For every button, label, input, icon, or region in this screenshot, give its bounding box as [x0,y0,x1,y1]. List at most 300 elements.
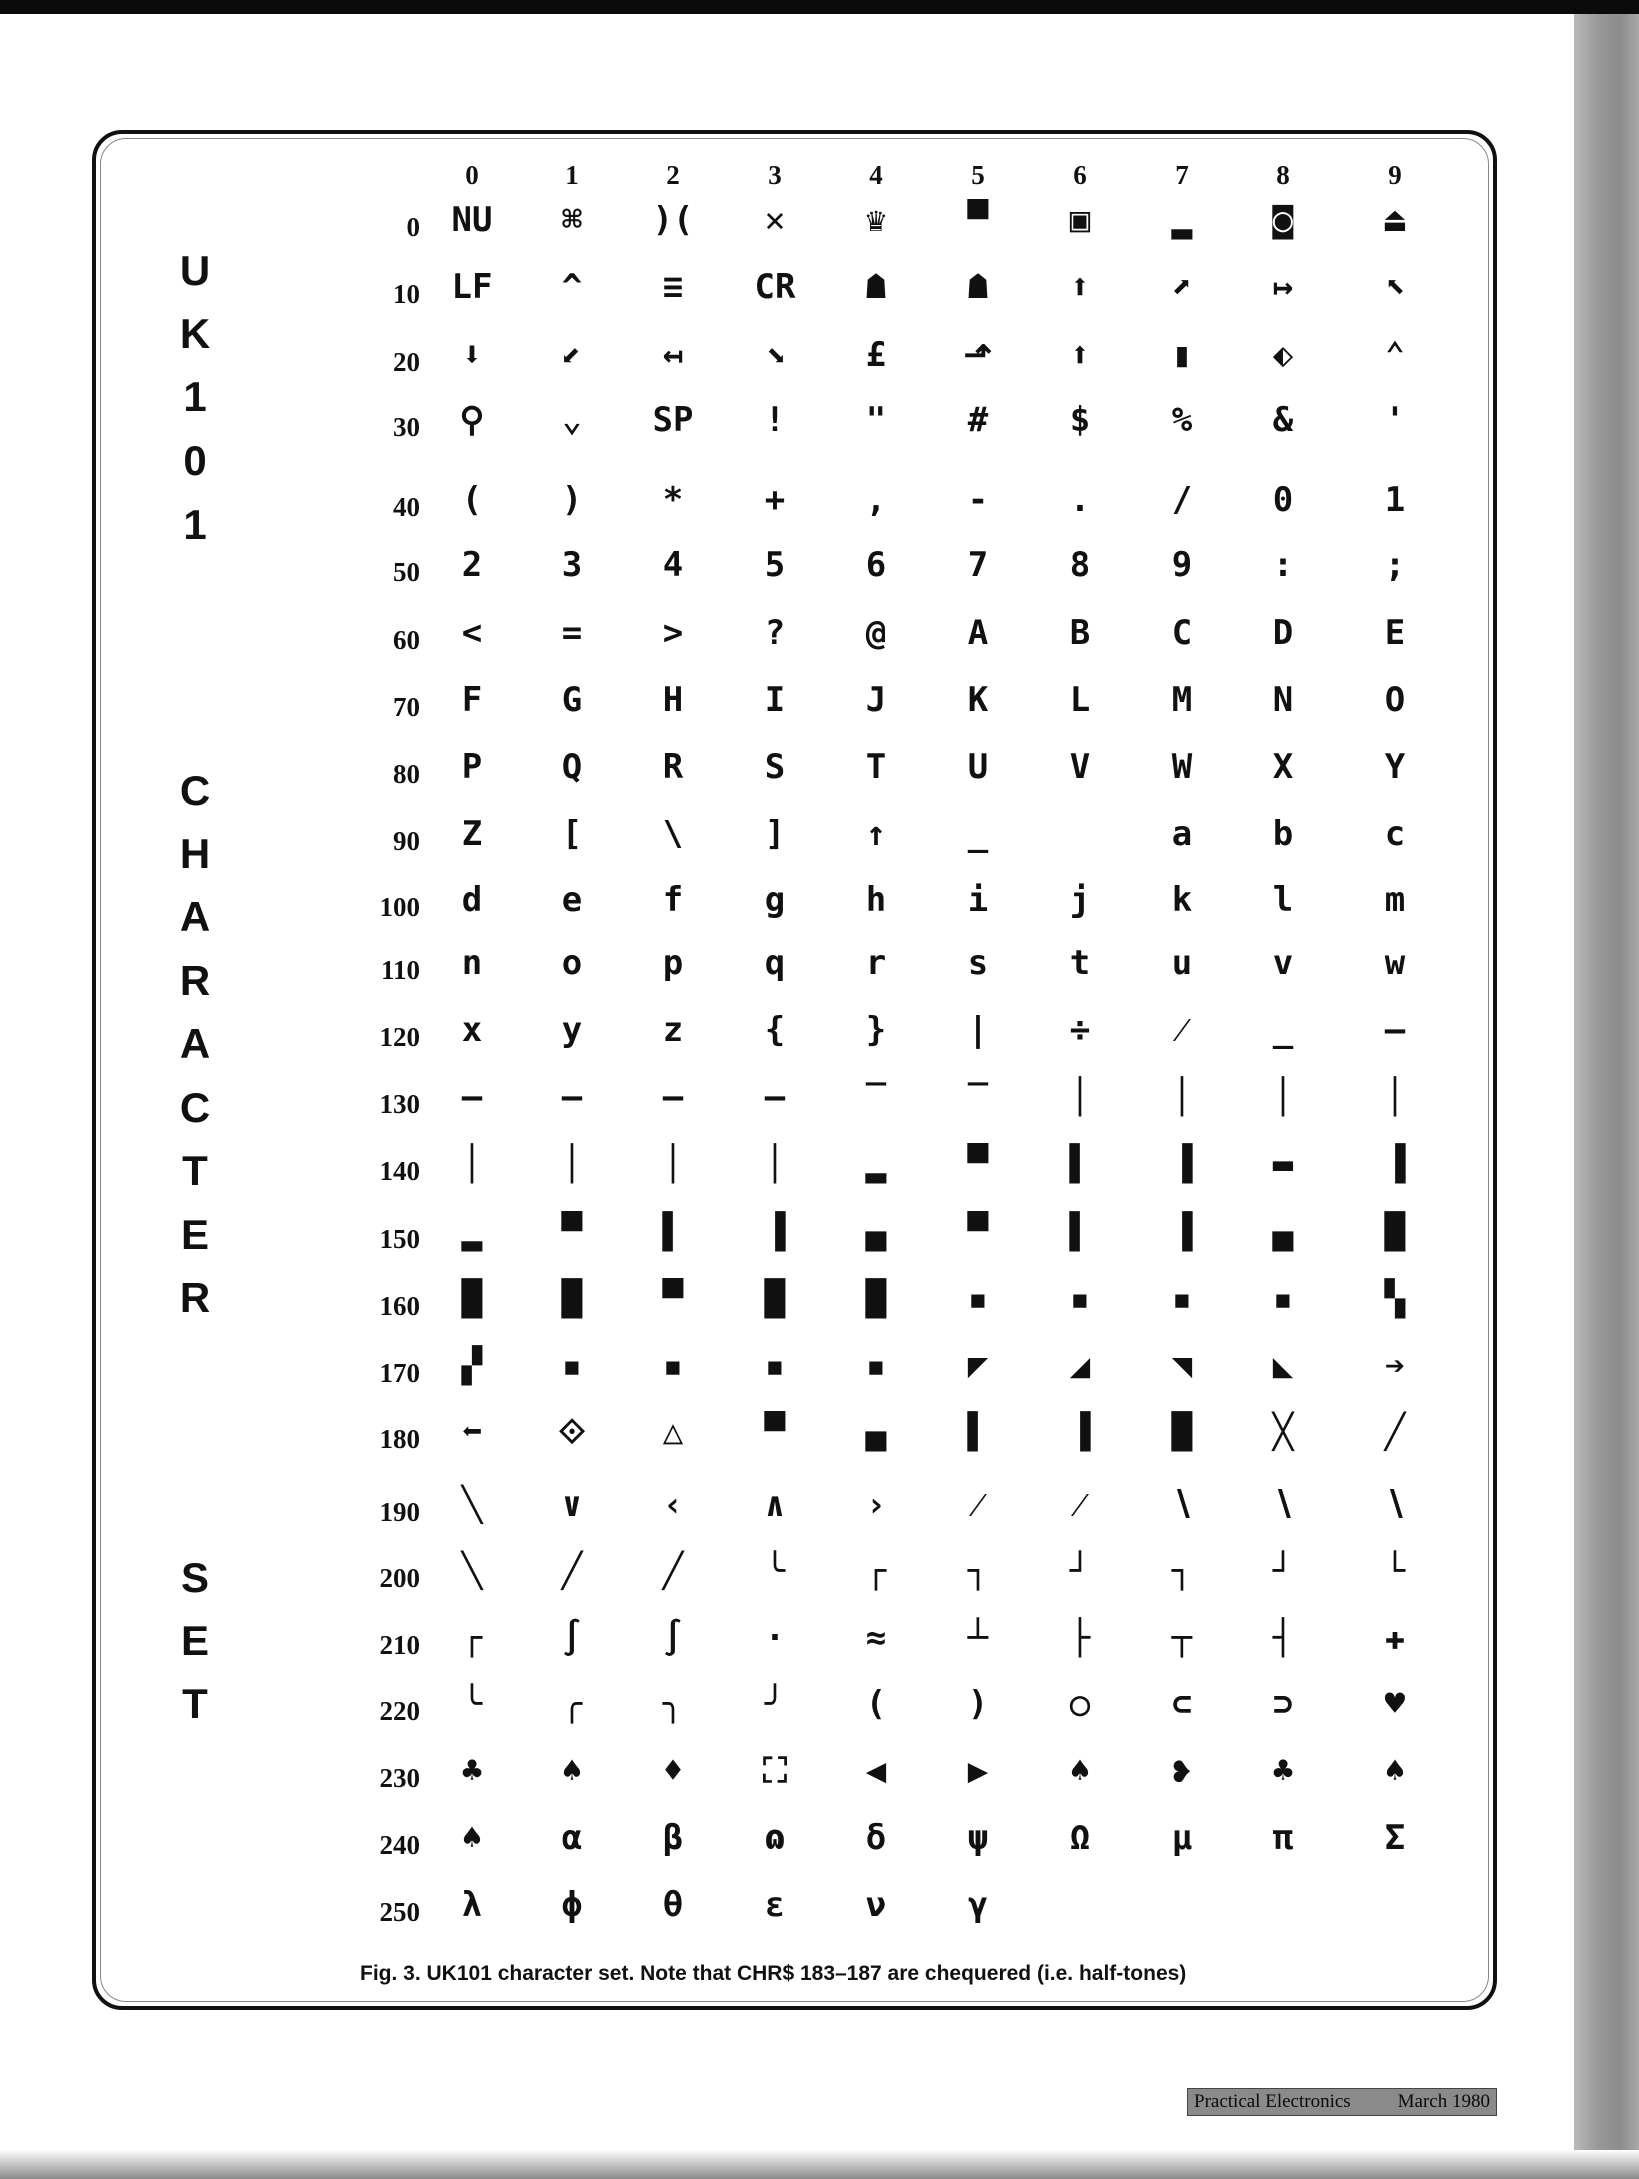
character-cell: ▀ [967,1144,989,1184]
character-cell: Ω [1069,1818,1091,1858]
character-cell: · [764,1618,786,1658]
side-title-letter: R [179,1274,211,1321]
character-cell: ⏏ [1384,200,1406,240]
row-header: 90 [393,826,420,856]
character-cell: , [865,480,887,520]
row-header: 160 [379,1291,420,1321]
character-cell: π [1272,1818,1294,1858]
character-cell: & [1272,400,1294,440]
character-cell: ' [1384,400,1406,440]
character-cell: p [662,943,684,983]
character-cell: ⬅ [461,1412,483,1452]
column-header: 2 [666,160,680,190]
scan-right-edge [1574,14,1639,2179]
character-cell: ┘ [1069,1551,1091,1591]
character-cell: U [967,747,989,787]
character-cell: ÷ [1069,1010,1091,1050]
character-cell: ɷ [764,1818,786,1858]
character-cell: r [865,943,887,983]
row-header: 230 [379,1763,420,1793]
character-cell: ( [461,480,483,520]
character-cell: ∖ [1272,1485,1294,1525]
character-cell: μ [1171,1818,1193,1858]
character-cell: ≈ [865,1618,887,1658]
character-cell: K [967,680,989,720]
row-header: 180 [379,1424,420,1454]
character-cell: e [561,880,583,920]
character-cell: = [561,613,583,653]
character-cell: ‾ [865,1077,887,1117]
row-header: 10 [393,279,420,309]
character-cell: l [1272,880,1294,920]
character-cell: - [967,480,989,520]
character-cell: ▌ [1069,1144,1091,1184]
character-cell: ▀ [967,1212,989,1252]
character-cell: │ [1384,1077,1406,1117]
character-cell: ε [764,1885,786,1925]
character-cell: z [662,1010,684,1050]
character-cell: ∫ [561,1618,583,1658]
character-cell: ┬ [1171,1618,1193,1658]
character-cell: █ [461,1279,483,1319]
character-cell: ♠ [561,1751,583,1791]
character-cell: 3 [561,545,583,585]
character-cell: % [1171,400,1193,440]
character-cell: ╭ [561,1684,583,1724]
character-cell: k [1171,880,1193,920]
character-cell: ^ [561,267,583,307]
character-cell: ◢ [1069,1346,1091,1386]
character-cell: # [967,400,989,440]
character-cell: I [764,680,786,720]
character-cell: ϕ [561,1885,583,1925]
character-cell: ▄ [865,1212,887,1252]
character-cell: ♥ [1384,1684,1406,1724]
character-cell: c [1384,814,1406,854]
character-cell: n [461,943,483,983]
row-header: 70 [393,692,420,722]
side-title-letter: U [179,247,211,294]
character-cell: 4 [662,545,684,585]
character-cell: │ [561,1144,583,1184]
character-cell: ╱ [662,1551,684,1591]
character-cell: g [764,880,786,920]
row-header: 210 [379,1630,420,1660]
character-cell: \ [662,814,684,854]
footer-publication: Practical Electronics [1194,2091,1351,2112]
character-cell: ; [1384,545,1406,585]
character-cell: + [764,480,786,520]
character-cell: W [1171,747,1193,787]
character-cell: ╲ [461,1551,483,1591]
character-cell: ⊃ [1272,1684,1294,1724]
character-cell: ┘ [1272,1551,1294,1591]
character-cell: w [1384,943,1406,983]
character-cell: ⬏ [963,335,993,375]
side-title-letter: E [180,1211,209,1258]
row-header: 240 [379,1830,420,1860]
character-cell: P [461,747,483,787]
character-cell: ╰ [461,1684,483,1724]
character-cell: M [1171,680,1193,720]
character-cell: └ [1384,1551,1406,1591]
row-header: 40 [393,492,420,522]
character-cell: ⬈ [1171,267,1193,307]
character-cell: ∧ [764,1485,786,1525]
character-cell: @ [865,613,887,653]
character-cell: F [461,680,483,720]
row-header: 30 [393,412,420,442]
character-cell: < [461,613,483,653]
footer-date: March 1980 [1397,2091,1490,2112]
character-cell: — [1384,1010,1406,1050]
character-cell: ⛶ [763,1751,787,1791]
character-cell: ┌ [865,1551,887,1591]
character-cell: ╱ [561,1551,583,1591]
character-cell: CR [754,267,796,307]
character-cell: ⁄ [975,1485,981,1525]
character-cell: α [561,1818,583,1858]
column-header: 0 [465,160,479,190]
character-cell: G [561,680,583,720]
character-cell: / [1171,480,1193,520]
character-cell: 9 [1171,545,1193,585]
character-cell: H [662,680,684,720]
character-cell: ▄ [865,1412,887,1452]
character-cell: ∖ [1171,1485,1193,1525]
character-cell: { [764,1010,786,1050]
row-header: 50 [393,557,420,587]
character-cell: ⬋ [561,335,583,375]
character-cell: — [561,1077,583,1117]
character-cell: ) [561,480,583,520]
character-cell: LF [451,267,493,307]
character-cell: ◥ [1171,1346,1193,1386]
character-cell: █ [865,1279,887,1319]
character-cell: O [1384,680,1406,720]
character-cell: 2 [461,545,483,585]
character-cell: ▐ [1384,1144,1406,1184]
character-cell: ♠ [1069,1751,1091,1791]
character-cell: ⚲ [459,400,485,440]
character-cell: Σ [1384,1818,1406,1858]
character-cell: ⟐ [558,1412,586,1452]
column-header: 5 [971,160,985,190]
character-cell: ❥ [1171,1751,1193,1791]
side-title-letter: H [179,830,211,877]
character-cell: ▞ [461,1346,483,1386]
row-header: 80 [393,759,420,789]
character-cell: £ [865,335,887,375]
character-cell: 1 [1384,480,1406,520]
row-header: 200 [379,1563,420,1593]
character-cell: ↦ [1272,267,1294,307]
character-cell: ➔ [1384,1346,1406,1386]
side-title-letter: 0 [183,437,207,484]
character-cell: i [967,880,989,920]
character-cell: ♦ [662,1751,684,1791]
character-cell: u [1171,943,1193,983]
character-cell: h [865,880,887,920]
scan-bottom-edge [0,2150,1639,2179]
character-cell: ⬇ [461,335,483,375]
row-header: 60 [393,625,420,655]
character-cell: . [1069,480,1091,520]
row-header: 120 [379,1022,420,1052]
side-title-letter: S [180,1554,209,1601]
character-cell: — [461,1077,483,1117]
character-cell: ν [865,1885,887,1925]
character-cell: ▪ [865,1346,887,1386]
row-header: 220 [379,1696,420,1726]
character-cell: $ [1069,400,1091,440]
character-cell: T [865,747,887,787]
character-cell: — [662,1077,684,1117]
character-cell: ▀ [662,1279,684,1319]
character-cell: ⬉ [1384,267,1406,307]
side-title-letter: A [179,1020,211,1067]
character-cell: SP [652,400,694,440]
character-cell: j [1069,880,1091,920]
character-cell: █ [561,1279,583,1319]
character-cell: y [561,1010,583,1050]
character-cell: } [865,1010,887,1050]
character-cell: ┐ [1171,1551,1193,1591]
character-cell: ▐ [1171,1212,1193,1252]
scan-top-border [0,0,1639,14]
side-title-letter: T [182,1147,208,1194]
character-cell: │ [764,1144,786,1184]
column-header: 3 [768,160,782,190]
side-title-letter: K [179,310,211,357]
figure-caption: Fig. 3. UK101 character set. Note that CHR$ 183–187 are chequered (i.e. half-tones) [360,1962,1187,1985]
character-cell: S [764,747,786,787]
side-title-letter: 1 [183,373,207,420]
character-cell: ╱ [1384,1412,1406,1452]
character-cell: 5 [764,545,786,585]
character-cell: ‹ [662,1485,684,1525]
character-cell: 7 [967,545,989,585]
character-cell: ☗ [865,267,887,307]
character-cell: ✚ [1384,1618,1406,1658]
character-cell: █ [1171,1412,1193,1452]
character-cell: ⁄ [1077,1485,1083,1525]
row-header: 130 [379,1089,420,1119]
character-cell: ▂ [865,1144,887,1184]
character-cell: o [561,943,583,983]
character-cell: a [1171,814,1193,854]
character-cell: θ [662,1885,684,1925]
character-cell: ▄ [1272,1212,1294,1252]
character-cell: J [865,680,887,720]
side-title-letter: C [179,767,211,814]
character-cell: V [1069,747,1091,787]
character-cell: D [1272,613,1294,653]
character-cell: ✕ [764,200,786,240]
character-cell: ! [764,400,786,440]
character-cell: C [1171,613,1193,653]
character-cell: ╯ [764,1684,786,1724]
page-footer [1187,2088,1497,2116]
character-cell: ╰ [764,1551,786,1591]
character-cell: █ [764,1279,786,1319]
character-cell: ▮ [1171,335,1193,375]
character-cell: ▌ [967,1412,989,1452]
character-cell: ▐ [1171,1144,1193,1184]
character-cell: _ [1272,1010,1294,1050]
character-cell: │ [1272,1077,1294,1117]
column-header: 6 [1073,160,1087,190]
character-cell: ♛ [865,200,887,240]
character-cell: ⁄ [1179,1010,1185,1050]
character-cell: ┴ [967,1618,989,1658]
character-cell: │ [1069,1077,1091,1117]
character-cell: ▣ [1069,200,1091,240]
row-header: 100 [379,892,420,922]
character-cell: ⬆ [1069,335,1091,375]
character-cell: " [865,400,887,440]
column-header: 1 [565,160,579,190]
character-cell: ├ [1069,1618,1091,1658]
character-cell: │ [1171,1077,1193,1117]
character-cell: 0 [1272,480,1294,520]
character-cell: f [662,880,684,920]
character-cell: ⬖ [1272,335,1294,375]
side-title-letter: T [182,1680,208,1727]
character-cell: ⬆ [1069,267,1091,307]
character-cell: ◤ [967,1346,989,1386]
character-cell: ♠ [1384,1751,1406,1791]
character-cell: λ [461,1885,483,1925]
character-cell: d [461,880,483,920]
character-cell: △ [662,1412,684,1452]
side-title-letter: 1 [183,501,207,548]
character-cell: ▀ [764,1412,786,1452]
character-cell: ╮ [662,1684,684,1724]
character-cell: E [1384,613,1406,653]
character-cell: ♣ [461,1751,483,1791]
character-cell: A [967,613,989,653]
character-cell: ⌄ [561,400,583,440]
character-cell: ∫ [662,1618,684,1658]
column-header: 4 [869,160,883,190]
character-cell: ? [764,613,786,653]
character-cell: ▪ [764,1346,786,1386]
character-cell: 6 [865,545,887,585]
character-cell: ▀ [561,1212,583,1252]
character-cell: ↤ [662,335,684,375]
character-cell: ‾ [967,1077,989,1117]
character-cell: ▪ [967,1279,989,1319]
character-cell: | [967,1010,989,1050]
character-cell: ( [865,1684,887,1724]
character-cell: N [1272,680,1294,720]
character-cell: [ [561,814,583,854]
character-cell: ☗ [967,267,989,307]
character-cell: │ [461,1144,483,1184]
character-cell: x [461,1010,483,1050]
character-cell: ┐ [967,1551,989,1591]
character-cell: 8 [1069,545,1091,585]
character-cell: ▪ [662,1346,684,1386]
character-cell: — [764,1077,786,1117]
character-cell: β [662,1818,684,1858]
character-cell: R [662,747,684,787]
character-cell: ♣ [1272,1751,1294,1791]
character-cell: ≡ [662,267,684,307]
character-cell: ┤ [1272,1618,1294,1658]
character-cell: ⊂ [1171,1684,1193,1724]
character-cell: ◙ [1272,200,1294,240]
character-cell: ▪ [1272,1279,1294,1319]
character-cell: ♠ [461,1818,483,1858]
character-cell: ╳ [1272,1412,1294,1452]
character-cell: ⌃ [1384,335,1406,375]
character-cell: ↑ [865,814,887,854]
character-cell: b [1272,814,1294,854]
column-header: 7 [1175,160,1189,190]
character-cell: ▂ [461,1212,483,1252]
character-cell: NU [451,200,493,240]
character-cell: Y [1384,747,1406,787]
character-cell: ▂ [1171,200,1193,240]
character-cell: │ [662,1144,684,1184]
row-header: 110 [380,955,420,985]
character-cell: ▐ [764,1212,786,1252]
row-header: 190 [379,1497,420,1527]
character-cell: s [967,943,989,983]
character-cell: ▬ [1272,1144,1294,1184]
character-cell: ▀ [967,200,989,240]
character-cell: )( [652,200,694,240]
character-cell: _ [967,814,989,854]
character-cell: ▌ [1069,1212,1091,1252]
character-cell: ) [967,1684,989,1724]
side-title-letter: R [179,957,211,1004]
character-cell: m [1384,880,1406,920]
character-cell: ] [764,814,786,854]
row-header: 150 [379,1224,420,1254]
row-header: 140 [379,1156,420,1186]
character-cell: : [1272,545,1294,585]
character-cell: Z [461,814,483,854]
character-cell: > [662,613,684,653]
row-header: 170 [379,1358,420,1388]
character-cell: B [1069,613,1091,653]
character-cell: ▌ [662,1212,684,1252]
character-cell: ╲ [461,1485,483,1525]
character-cell: › [865,1485,887,1525]
character-cell: t [1069,943,1091,983]
character-cell: █ [1384,1212,1406,1252]
column-header: 9 [1388,160,1402,190]
character-cell: ▶ [967,1751,989,1791]
row-header: 250 [379,1897,420,1927]
character-cell: q [764,943,786,983]
row-header: 0 [406,212,420,242]
character-cell: ψ [967,1818,989,1858]
character-cell: X [1272,747,1294,787]
character-cell: L [1069,680,1091,720]
character-cell: ◀ [865,1751,887,1791]
character-cell: ▚ [1384,1279,1406,1319]
side-title-letter: E [180,1617,209,1664]
character-cell: ⌘ [561,200,583,240]
character-cell: ○ [1069,1684,1091,1724]
character-cell: δ [865,1818,887,1858]
column-header: 8 [1276,160,1290,190]
character-cell: ▪ [1069,1279,1091,1319]
